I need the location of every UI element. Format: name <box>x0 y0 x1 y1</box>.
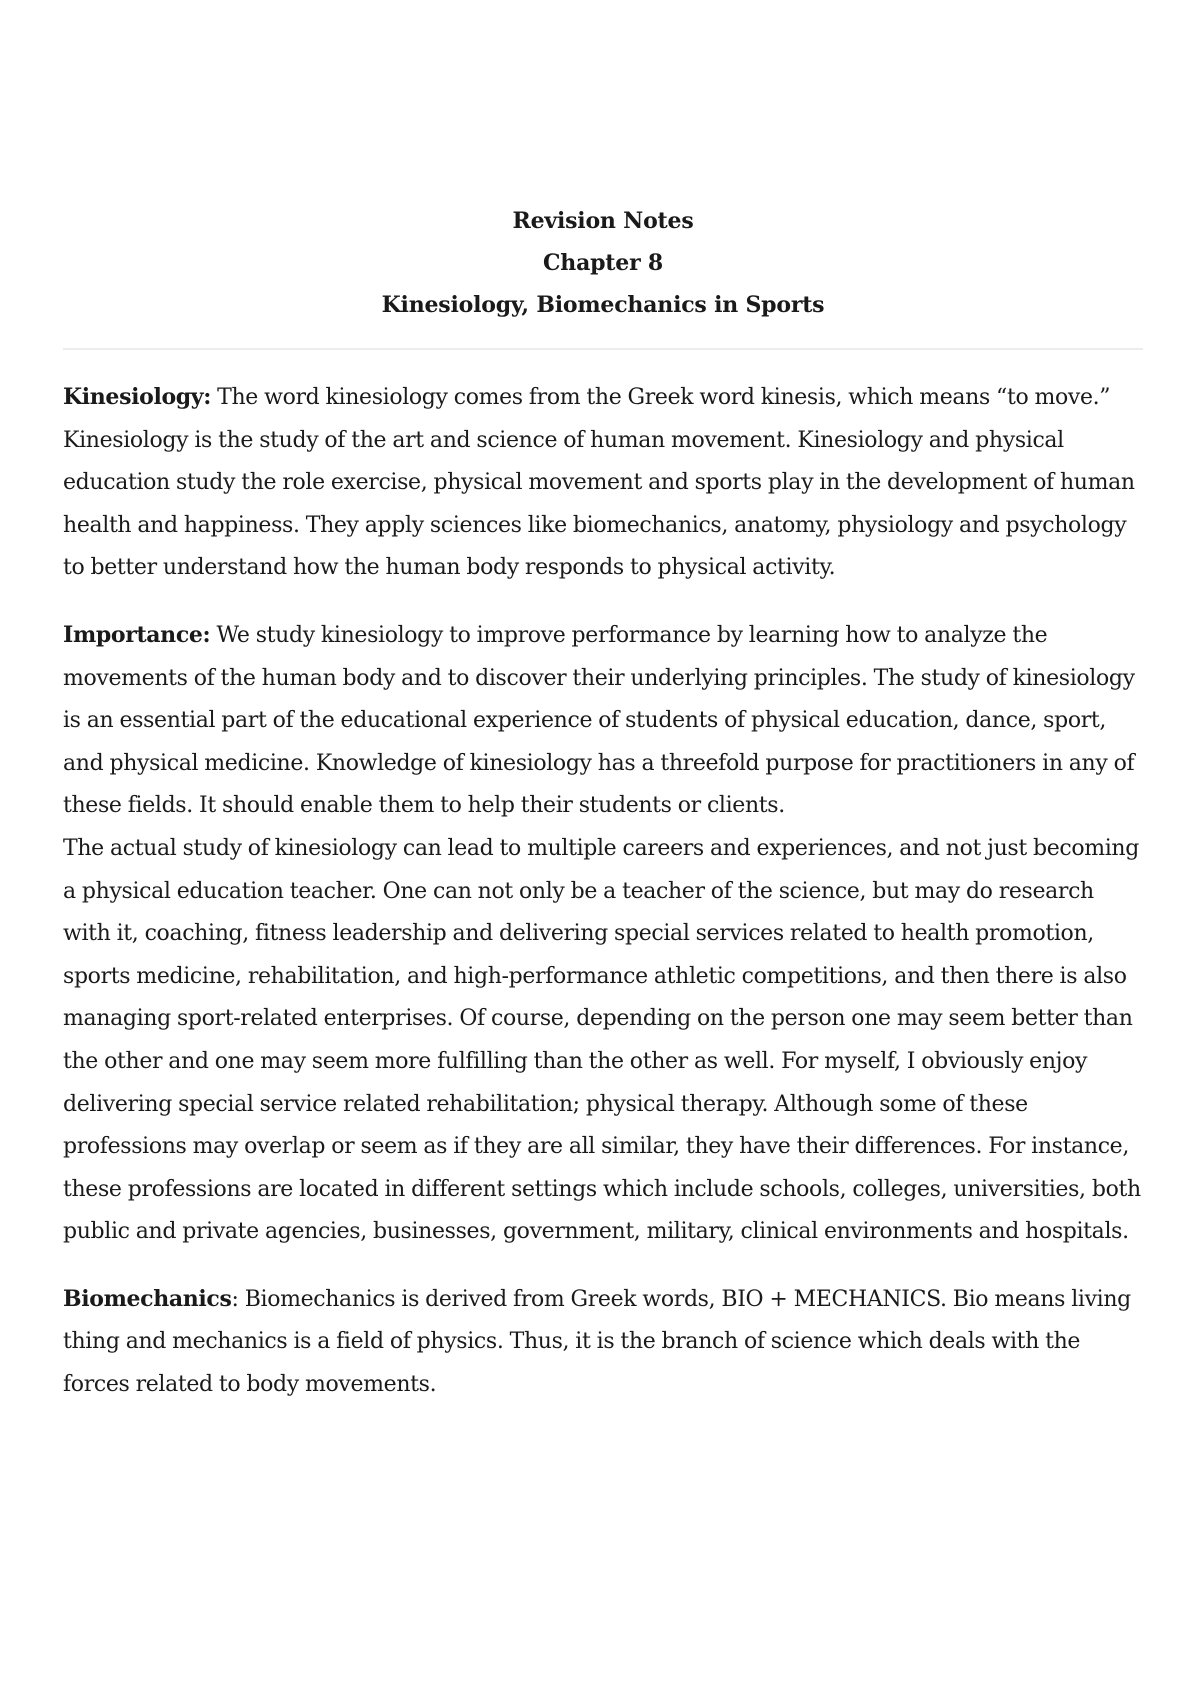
document-heading <box>63 200 1143 326</box>
heading-divider <box>63 348 1143 350</box>
text-biomechanics: : Biomechanics is derived from Greek words, BIO + MECHANICS. Bio means living thing and mechanics is a field of physics. Thus, it is the branch of science which deals with the forces related to body movements. <box>63 1286 1131 1398</box>
document-page <box>63 200 1143 1431</box>
text-importance: We study kinesiology to improve performance by learning how to analyze the movements of the human body and to discover their underlying principles. The study of kinesiology is an essential part of the educational experience of students of physical education, dance, sport, and physical medicine. Knowledge of kinesiology has a threefold purpose for practitioners in any of these fields. It should enable them to help their students or clients. <box>63 622 1135 819</box>
paragraph-importance <box>63 614 1143 828</box>
heading-revision-notes: Revision Notes <box>512 208 694 234</box>
term-kinesiology: Kinesiology: <box>63 384 212 410</box>
paragraph-kinesiology <box>63 376 1143 590</box>
paragraph-biomechanics <box>63 1278 1143 1407</box>
paragraph-careers <box>63 828 1143 1254</box>
text-kinesiology: The word kinesiology comes from the Greek word kinesis, which means “to move.” Kinesiology is the study of the art and science of human movement. Kinesiology and physical education study the role exercise, physical movement and sports play in the development of human health and happiness. They apply sciences like biomechanics, anatomy, physiology and psychology to better understand how the human body responds to physical activity. <box>63 385 1135 581</box>
text-careers: The actual study of kinesiology can lead to multiple careers and experiences, and not just becoming a physical education teacher. One can not only be a teacher of the science, but may do research with it, coaching, fitness leadership and delivering special services related to health promotion, sports medicine, rehabilitation, and high-performance athletic competitions, and then there is also managing sport-related enterprises. Of course, depending on the person one may seem better than the other and one may seem more fulfilling than the other as well. For myself, I obviously enjoy delivering special service related rehabilitation; physical therapy. Although some of these professions may overlap or seem as if they are all similar, they have their differences. For instance, these professions are located in different settings which include schools, colleges, universities, both public and private agencies, businesses, government, military, clinical environments and hospitals. <box>63 835 1141 1245</box>
term-biomechanics: Biomechanics <box>63 1285 232 1312</box>
heading-chapter: Chapter 8 <box>542 250 664 276</box>
heading-title: Kinesiology, Biomechanics in Sports <box>381 292 825 318</box>
term-importance: Importance: <box>63 621 211 648</box>
